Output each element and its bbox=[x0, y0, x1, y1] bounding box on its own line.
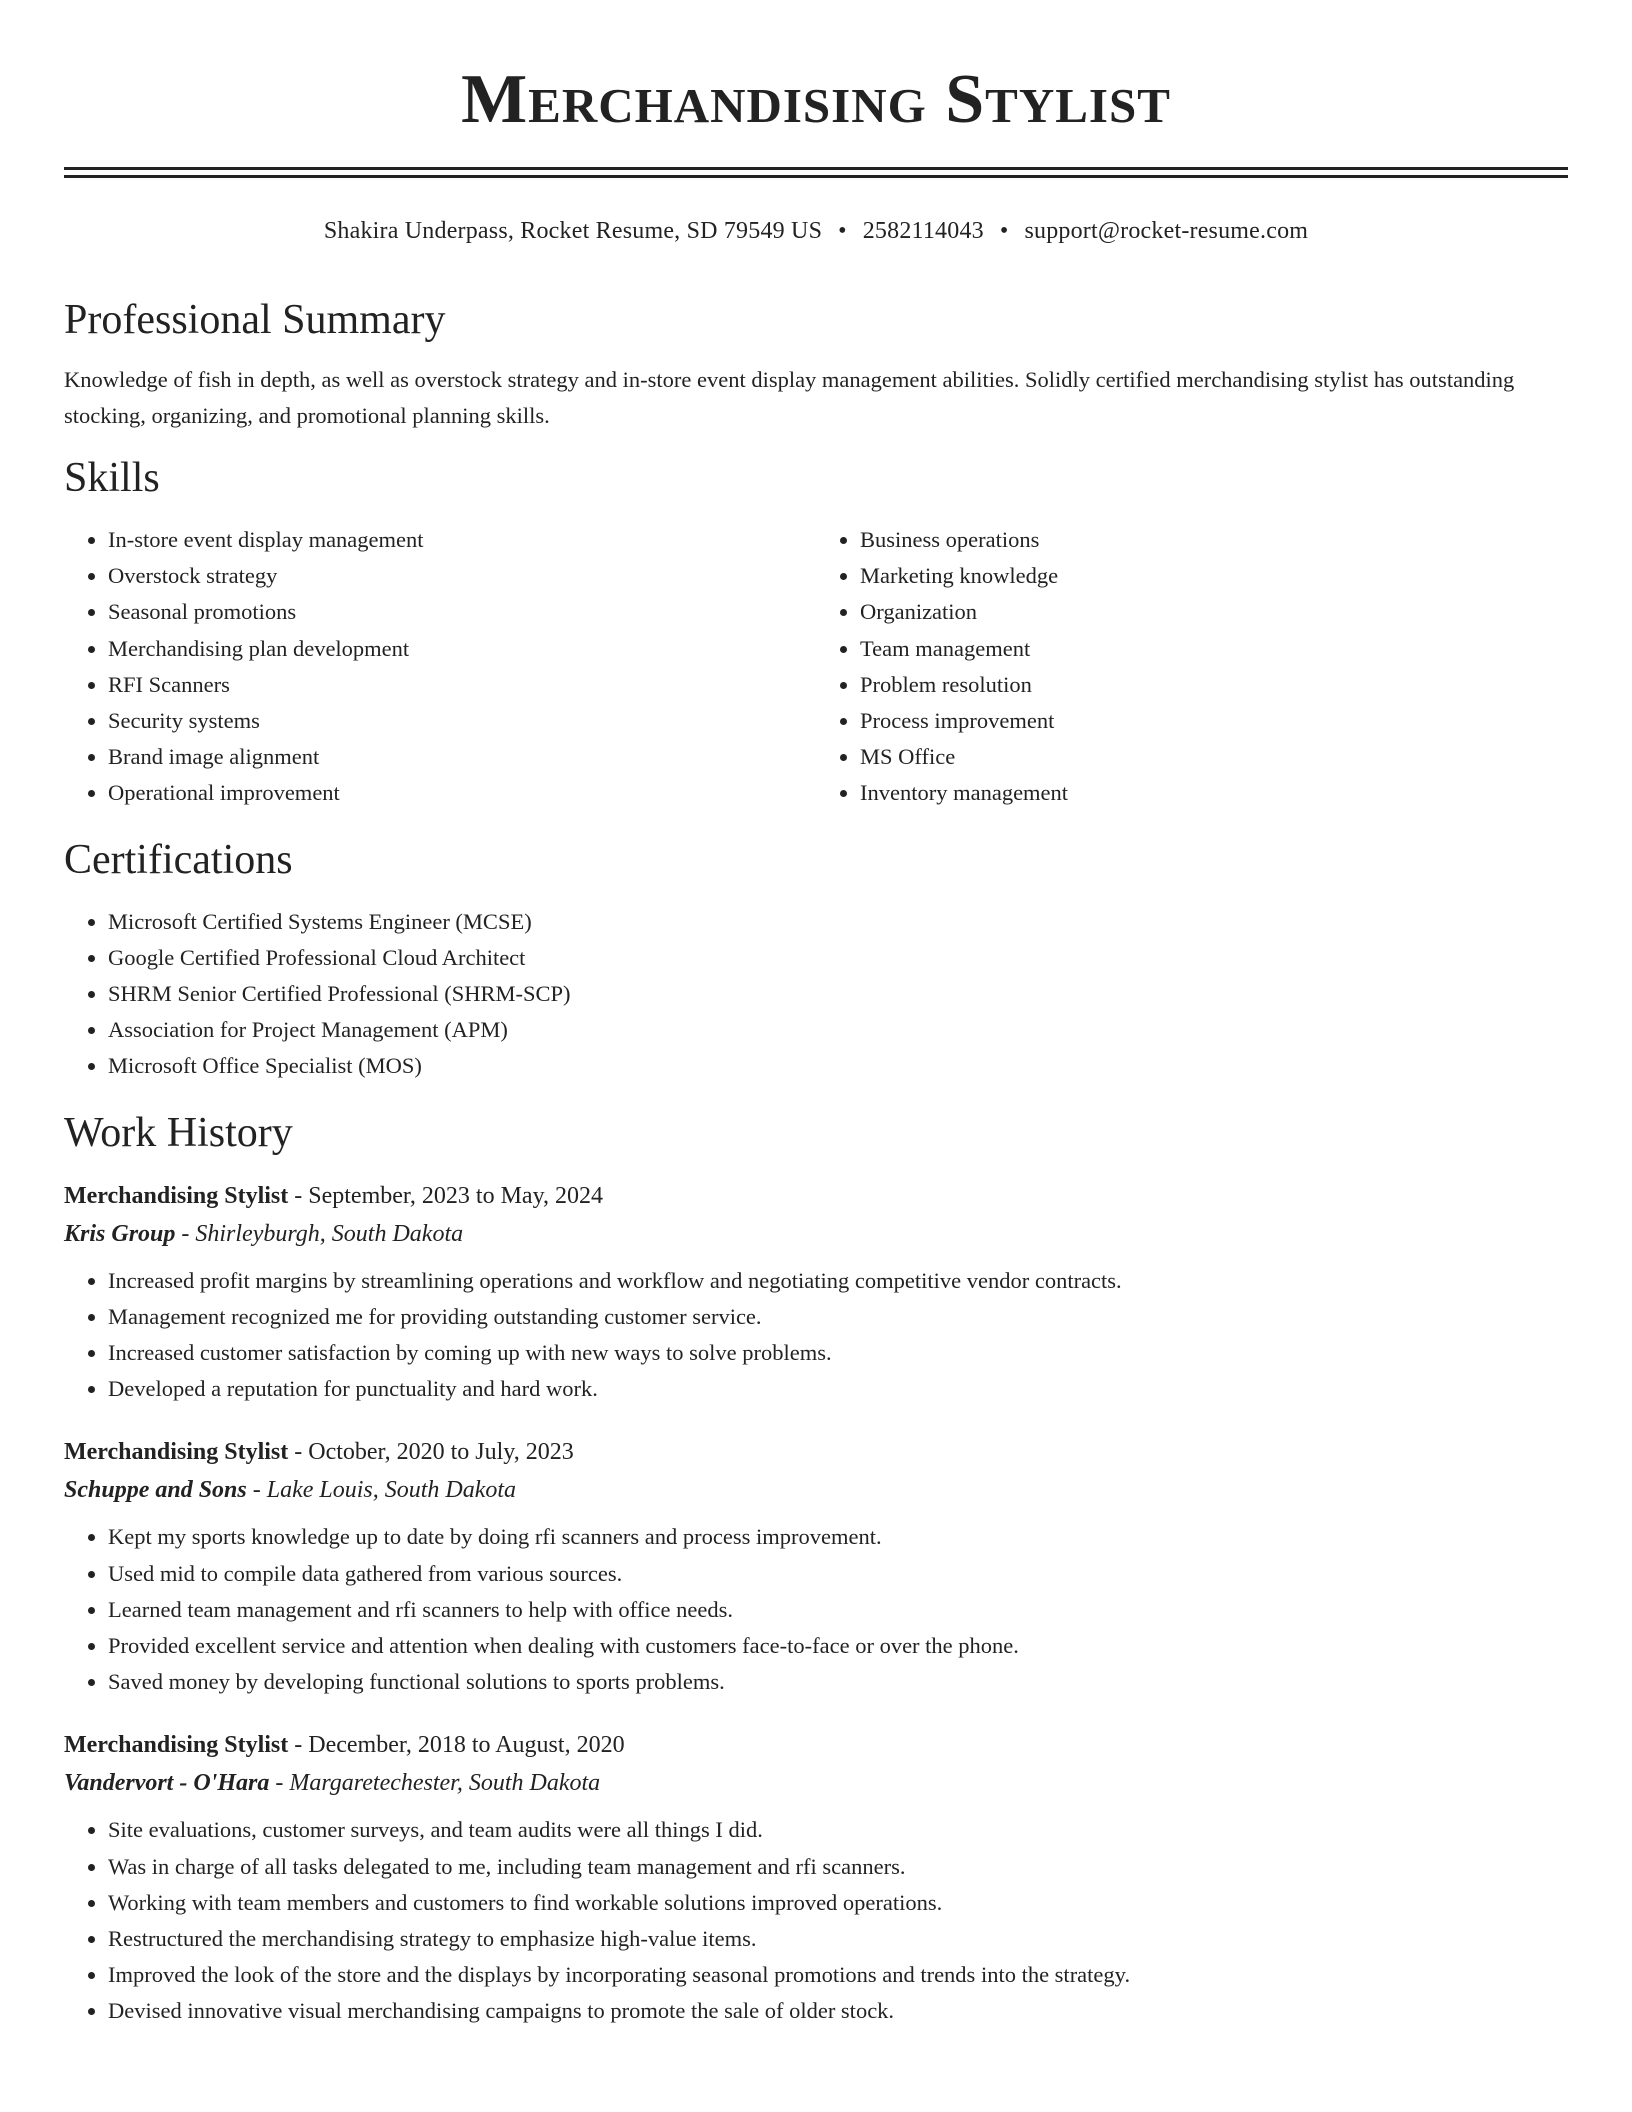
job-bullet: • Was in charge of all tasks delegated to me, including team management and rfi scanners. bbox=[108, 1849, 1568, 1885]
job-employer bbox=[64, 1215, 1568, 1253]
certifications-list bbox=[64, 904, 1568, 1085]
skills-heading: Skills bbox=[64, 455, 160, 501]
job-bullets bbox=[64, 1519, 1568, 1700]
work-history-heading: Work History bbox=[64, 1109, 293, 1156]
certification-item: • Microsoft Certified Systems Engineer (MCSE) bbox=[108, 904, 1568, 940]
skill-item: • RFI Scanners bbox=[108, 667, 816, 703]
skill-item: • Inventory management bbox=[860, 775, 1568, 811]
job-entry bbox=[64, 1177, 1568, 1408]
job-title: Merchandising Stylist bbox=[64, 1182, 289, 1209]
summary-section bbox=[64, 288, 1568, 434]
skill-item: • Overstock strategy bbox=[108, 558, 816, 594]
skills-list-right bbox=[816, 522, 1568, 812]
skill-item: • Merchandising plan development bbox=[108, 631, 816, 667]
skill-item: • Brand image alignment bbox=[108, 739, 816, 775]
job-bullets bbox=[64, 1263, 1568, 1408]
job-header bbox=[64, 1433, 1568, 1471]
skill-item: • Seasonal promotions bbox=[108, 594, 816, 630]
job-entry bbox=[64, 1726, 1568, 2029]
job-entry bbox=[64, 1433, 1568, 1700]
certification-item: • Microsoft Office Specialist (MOS) bbox=[108, 1048, 1568, 1084]
title-divider-bottom bbox=[64, 175, 1568, 178]
job-dates: - October, 2020 to July, 2023 bbox=[288, 1439, 574, 1466]
job-bullet: • Saved money by developing functional solutions to sports problems. bbox=[108, 1664, 1568, 1700]
contact-separator: • bbox=[999, 218, 1009, 244]
certifications-section bbox=[64, 828, 1568, 1085]
jobs-list bbox=[64, 1177, 1568, 2030]
contact-line bbox=[0, 214, 1632, 248]
job-company: Vandervort - O'Hara bbox=[64, 1770, 270, 1797]
work-history-section bbox=[64, 1101, 1568, 2030]
skill-item: • Security systems bbox=[108, 703, 816, 739]
skill-item: • In-store event display management bbox=[108, 522, 816, 558]
job-bullet: • Kept my sports knowledge up to date by doing rfi scanners and process improvement. bbox=[108, 1519, 1568, 1555]
job-bullet: • Provided excellent service and attention when dealing with customers face-to-face or over the phone. bbox=[108, 1628, 1568, 1664]
job-bullet: • Used mid to compile data gathered from various sources. bbox=[108, 1556, 1568, 1592]
skill-item: • Business operations bbox=[860, 522, 1568, 558]
certification-item: • Google Certified Professional Cloud Architect bbox=[108, 940, 1568, 976]
job-title: Merchandising Stylist bbox=[64, 1732, 289, 1759]
skill-item: • Problem resolution bbox=[860, 667, 1568, 703]
skills-list-left bbox=[64, 522, 816, 812]
job-bullet: • Increased customer satisfaction by coming up with new ways to solve problems. bbox=[108, 1335, 1568, 1371]
job-location: - Shirleyburgh, South Dakota bbox=[175, 1220, 464, 1247]
job-company: Kris Group bbox=[64, 1220, 176, 1247]
contact-address: Shakira Underpass, Rocket Resume, SD 79549 US bbox=[323, 218, 823, 244]
job-employer bbox=[64, 1471, 1568, 1509]
skill-item: • Team management bbox=[860, 631, 1568, 667]
job-title: Merchandising Stylist bbox=[64, 1439, 289, 1466]
job-header bbox=[64, 1726, 1568, 1764]
title-divider-top bbox=[64, 167, 1568, 170]
job-bullet: • Developed a reputation for punctuality and hard work. bbox=[108, 1371, 1568, 1407]
contact-email: support@rocket-resume.com bbox=[1024, 218, 1309, 244]
job-employer bbox=[64, 1764, 1568, 1802]
job-company: Schuppe and Sons bbox=[64, 1477, 247, 1504]
contact-separator: • bbox=[838, 218, 847, 244]
skill-item: • MS Office bbox=[860, 739, 1568, 775]
job-header bbox=[64, 1177, 1568, 1215]
job-bullet: • Restructured the merchandising strategy to emphasize high-value items. bbox=[108, 1921, 1568, 1957]
skills-section bbox=[64, 446, 1568, 812]
job-bullet: • Management recognized me for providing outstanding customer service. bbox=[108, 1299, 1568, 1335]
summary-heading: Professional Summary bbox=[64, 297, 446, 343]
job-bullet: • Improved the look of the store and the displays by incorporating seasonal promotions and trends into the strategy. bbox=[108, 1957, 1568, 1993]
job-bullet: • Increased profit margins by streamlining operations and workflow and negotiating competitive vendor contracts. bbox=[108, 1263, 1568, 1299]
job-bullet: • Working with team members and customers to find workable solutions improved operations. bbox=[108, 1885, 1568, 1921]
summary-text: Knowledge of fish in depth, as well as overstock strategy and in-store event display management abilities. Solidly certified merchandising stylist has outstanding stocking, organizing, and promotional planning skills. bbox=[64, 367, 1515, 428]
job-location: - Lake Louis, South Dakota bbox=[246, 1477, 517, 1504]
skill-item: • Operational improvement bbox=[108, 775, 816, 811]
skill-item: • Process improvement bbox=[860, 703, 1568, 739]
job-bullet: • Site evaluations, customer surveys, and team audits were all things I did. bbox=[108, 1812, 1568, 1848]
job-bullet: • Devised innovative visual merchandising campaigns to promote the sale of older stock. bbox=[108, 1993, 1568, 2029]
job-bullet: • Learned team management and rfi scanners to help with office needs. bbox=[108, 1592, 1568, 1628]
resume-content bbox=[64, 288, 1568, 2056]
certifications-heading: Certifications bbox=[64, 836, 293, 883]
resume-title: Merchandising Stylist bbox=[461, 61, 1171, 138]
skill-item: • Marketing knowledge bbox=[860, 558, 1568, 594]
skills-columns bbox=[64, 522, 1568, 812]
contact-phone: 2582114043 bbox=[862, 218, 984, 244]
job-bullets bbox=[64, 1812, 1568, 2029]
job-dates: - September, 2023 to May, 2024 bbox=[288, 1182, 604, 1209]
certification-item: • SHRM Senior Certified Professional (SHRM-SCP) bbox=[108, 976, 1568, 1012]
job-dates: - December, 2018 to August, 2020 bbox=[288, 1732, 625, 1759]
job-location: - Margaretechester, South Dakota bbox=[269, 1770, 601, 1797]
skill-item: • Organization bbox=[860, 594, 1568, 630]
certification-item: • Association for Project Management (APM) bbox=[108, 1012, 1568, 1048]
